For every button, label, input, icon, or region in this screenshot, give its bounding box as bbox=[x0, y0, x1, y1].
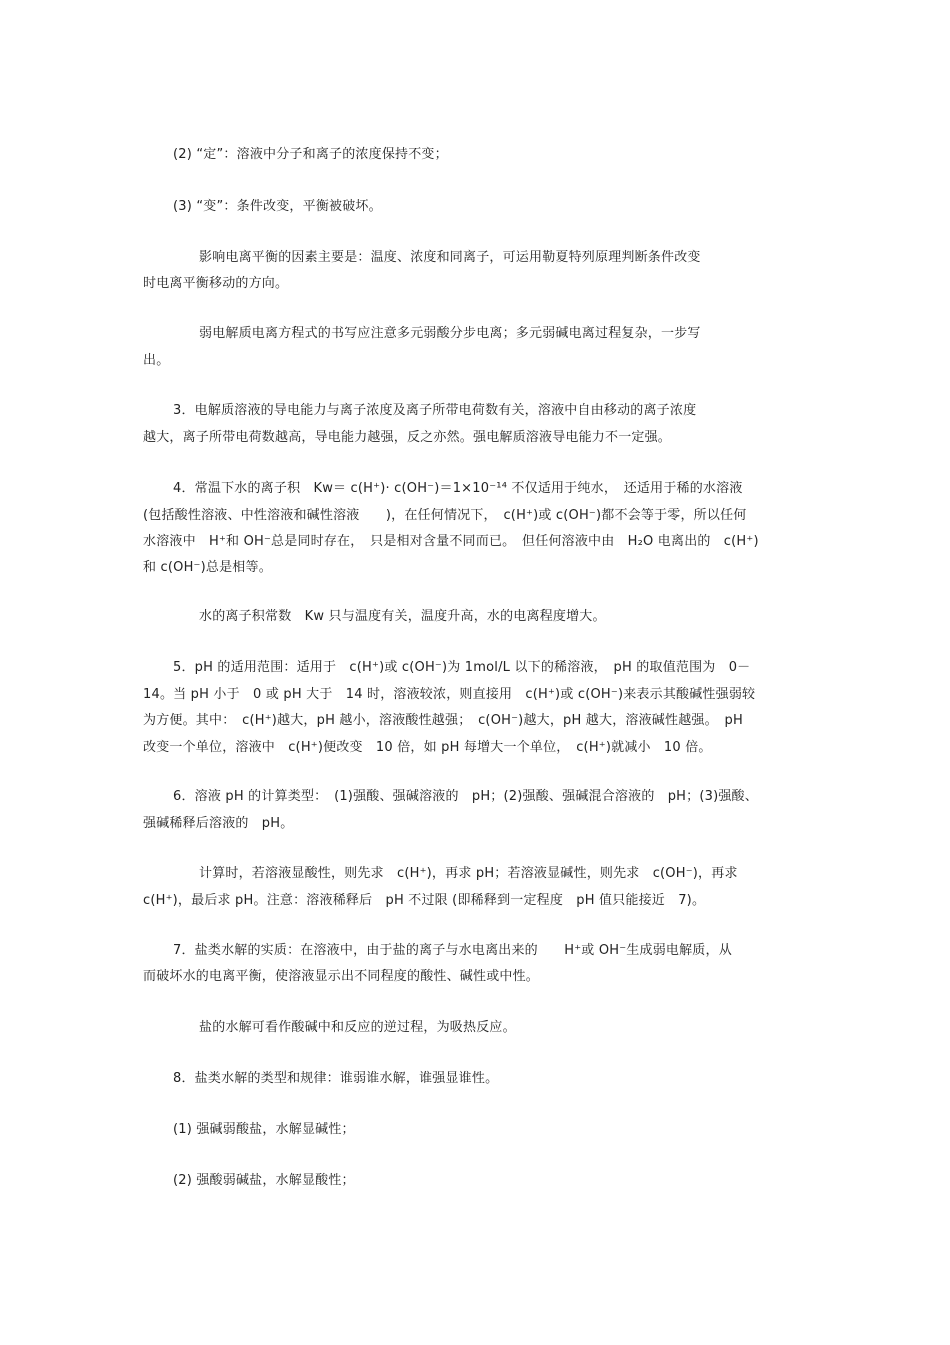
paragraph-ph-calc-method-line2: c(H⁺)，最后求 pH。注意：溶液稀释后 pH 不过限 (即稀释到一定程度 pH 值只能接近 7)。 bbox=[143, 893, 706, 908]
paragraph-kw-line4: 和 c(OH⁻)总是相等。 bbox=[143, 560, 272, 575]
paragraph-ph-calc-method-line1: 计算时，若溶液显酸性，则先求 c(H⁺)，再求 pH；若溶液显碱性，则先求 c(OH⁻)，再求 bbox=[199, 866, 738, 881]
paragraph-ph-range-line2: 14。当 pH 小于 0 或 pH 大于 14 时，溶液较浓，则直接用 c(H⁺)或 c(OH⁻)来表示其酸碱性强弱较 bbox=[143, 687, 756, 702]
paragraph-ionization-equation-line2: 出。 bbox=[143, 353, 170, 368]
paragraph-ionization-equation-line1: 弱电解质电离方程式的书写应注意多元弱酸分步电离；多元弱碱电离过程复杂，一步写 bbox=[199, 326, 701, 341]
paragraph-hydrolysis-endothermic: 盐的水解可看作酸碱中和反应的逆过程，为吸热反应。 bbox=[199, 1020, 516, 1035]
paragraph-factors-line2: 时电离平衡移动的方向。 bbox=[143, 276, 289, 291]
paragraph-strong-acid-weak-base: (2) 强酸弱碱盐，水解显酸性； bbox=[173, 1173, 355, 1188]
paragraph-hydrolysis-rules: 8．盐类水解的类型和规律：谁弱谁水解，谁强显谁性。 bbox=[173, 1071, 499, 1086]
paragraph-factors-line1: 影响电离平衡的因素主要是：温度、浓度和同离子，可运用勒夏特列原理判断条件改变 bbox=[199, 250, 701, 265]
paragraph-ph-range-line1: 5．pH 的适用范围：适用于 c(H⁺)或 c(OH⁻)为 1mol/L 以下的稀溶液， pH 的取值范围为 0－ bbox=[173, 660, 751, 675]
paragraph-ph-range-line4: 改变一个单位，溶液中 c(H⁺)便改变 10 倍，如 pH 每增大一个单位， c(H⁺)就减小 10 倍。 bbox=[143, 740, 712, 755]
paragraph-equilibrium-change: (3) “变”：条件改变，平衡被破坏。 bbox=[173, 199, 382, 214]
paragraph-hydrolysis-essence-line1: 7．盐类水解的实质：在溶液中，由于盐的离子与水电离出来的 H⁺或 OH⁻生成弱电解质，从 bbox=[173, 943, 732, 958]
paragraph-kw-line2: (包括酸性溶液、中性溶液和碱性溶液 )，在任何情况下， c(H⁺)或 c(OH⁻)都不会等于零，所以任何 bbox=[143, 508, 747, 523]
paragraph-kw-line3: 水溶液中 H⁺和 OH⁻总是同时存在， 只是相对含量不同而已。 但任何溶液中由 H₂O 电离出的 c(H⁺) bbox=[143, 534, 759, 549]
paragraph-strong-base-weak-acid: (1) 强碱弱酸盐，水解显碱性； bbox=[173, 1122, 355, 1137]
paragraph-conductivity-line1: 3．电解质溶液的导电能力与离子浓度及离子所带电荷数有关，溶液中自由移动的离子浓度 bbox=[173, 403, 697, 418]
paragraph-kw-temperature: 水的离子积常数 Kw 只与温度有关，温度升高，水的电离程度增大。 bbox=[199, 609, 606, 624]
paragraph-kw-line1: 4．常温下水的离子积 Kw＝ c(H⁺)· c(OH⁻)＝1×10⁻¹⁴ 不仅适用于纯水， 还适用于稀的水溶液 bbox=[173, 481, 743, 496]
paragraph-ph-range-line3: 为方便。其中： c(H⁺)越大，pH 越小，溶液酸性越强； c(OH⁻)越大，pH 越大，溶液碱性越强。 pH bbox=[143, 713, 743, 728]
paragraph-conductivity-line2: 越大，离子所带电荷数越高，导电能力越强，反之亦然。强电解质溶液导电能力不一定强。 bbox=[143, 430, 672, 445]
paragraph-ph-calc-types-line1: 6．溶液 pH 的计算类型： (1)强酸、强碱溶液的 pH；(2)强酸、强碱混合溶液的 pH；(3)强酸、 bbox=[173, 789, 758, 804]
paragraph-ph-calc-types-line2: 强碱稀释后溶液的 pH。 bbox=[143, 816, 294, 831]
paragraph-hydrolysis-essence-line2: 而破坏水的电离平衡，使溶液显示出不同程度的酸性、碱性或中性。 bbox=[143, 969, 540, 984]
paragraph-equilibrium-fixed: (2) “定”：溶液中分子和离子的浓度保持不变； bbox=[173, 147, 448, 162]
